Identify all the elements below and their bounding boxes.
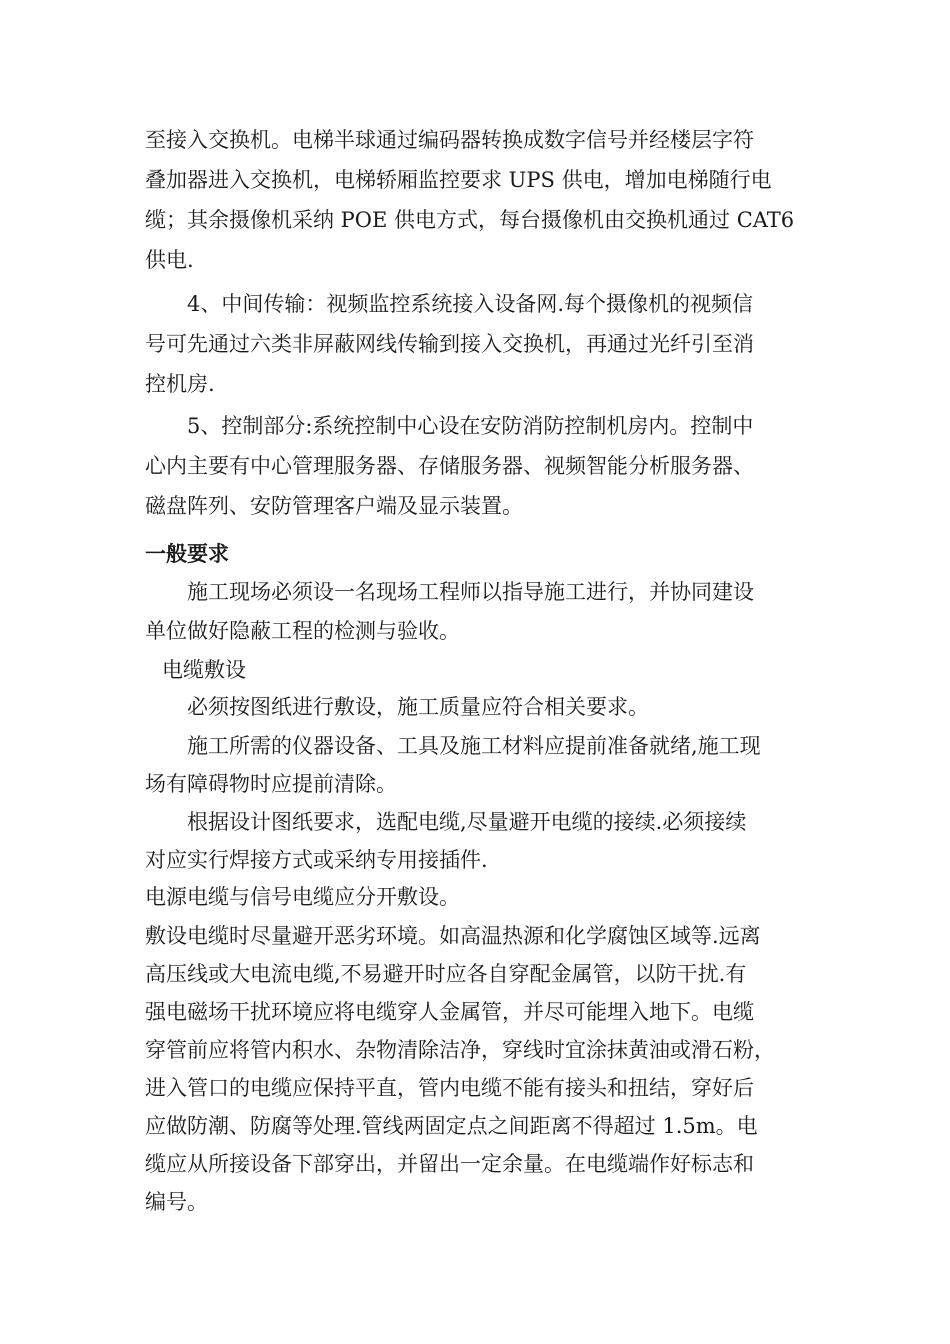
paragraph-line: 4、中间传输：视频监控系统接入设备网.每个摄像机的视频信 [187, 292, 754, 316]
paragraph-line: 5、控制部分:系统控制中心设在安防消防控制机房内。控制中 [187, 414, 754, 438]
paragraph-line: 场有障碍物时应提前清除。 [145, 772, 397, 796]
paragraph-line: 进入管口的电缆应保持平直，管内电缆不能有接头和扭结，穿好后 [145, 1076, 754, 1100]
paragraph-line: 至接入交换机。电梯半球通过编码器转换成数字信号并经楼层字符 [145, 128, 754, 152]
paragraph-line: 电源电缆与信号电缆应分开敷设。 [145, 885, 460, 909]
paragraph-line: 磁盘阵列、安防管理客户端及显示装置。 [145, 494, 523, 518]
paragraph-line: 敷设电缆时尽量避开恶劣环境。如高温热源和化学腐蚀区域等.远离 [145, 924, 761, 948]
paragraph-line: 缆应从所接设备下部穿出，并留出一定余量。在电缆端作好标志和 [145, 1152, 754, 1176]
section-heading: 一般要求 [145, 542, 229, 566]
paragraph-line: 应做防潮、防腐等处理.管线两固定点之间距离不得超过 1.5m。电 [145, 1114, 758, 1138]
paragraph-line: 控机房. [145, 372, 215, 396]
paragraph-line: 穿管前应将管内积水、杂物清除洁净，穿线时宜涂抹黄油或滑石粉， [145, 1038, 775, 1062]
paragraph-line: 施工所需的仪器设备、工具及施工材料应提前准备就绪,施工现 [187, 734, 761, 758]
paragraph-line: 根据设计图纸要求，选配电缆,尽量避开电缆的接续.必须接续 [187, 810, 747, 834]
paragraph-line: 必须按图纸进行敷设，施工质量应符合相关要求。 [187, 695, 649, 719]
paragraph-line: 单位做好隐蔽工程的检测与验收。 [145, 619, 460, 643]
paragraph-line: 供电. [145, 248, 194, 272]
paragraph-line: 施工现场必须设一名现场工程师以指导施工进行，并协同建设 [187, 580, 754, 604]
paragraph-line: 缆；其余摄像机采纳 POE 供电方式，每台摄像机由交换机通过 CAT6 [145, 208, 795, 232]
paragraph-line: 高压线或大电流电缆,不易避开时应各自穿配金属管，以防干扰.有 [145, 962, 747, 986]
paragraph-line: 号可先通过六类非屏蔽网线传输到接入交换机，再通过光纤引至消 [145, 332, 754, 356]
paragraph-line: 心内主要有中心管理服务器、存储服务器、视频智能分析服务器、 [145, 454, 754, 478]
paragraph-line: 叠加器进入交换机，电梯轿厢监控要求 UPS 供电，增加电梯随行电 [145, 168, 772, 192]
paragraph-line: 编号。 [145, 1190, 208, 1214]
subsection-heading: 电缆敷设 [162, 658, 246, 682]
paragraph-line: 强电磁场干扰环境应将电缆穿人金属管，并尽可能埋入地下。电缆 [145, 1000, 754, 1024]
paragraph-line: 对应实行焊接方式或采纳专用接插件. [145, 848, 488, 872]
